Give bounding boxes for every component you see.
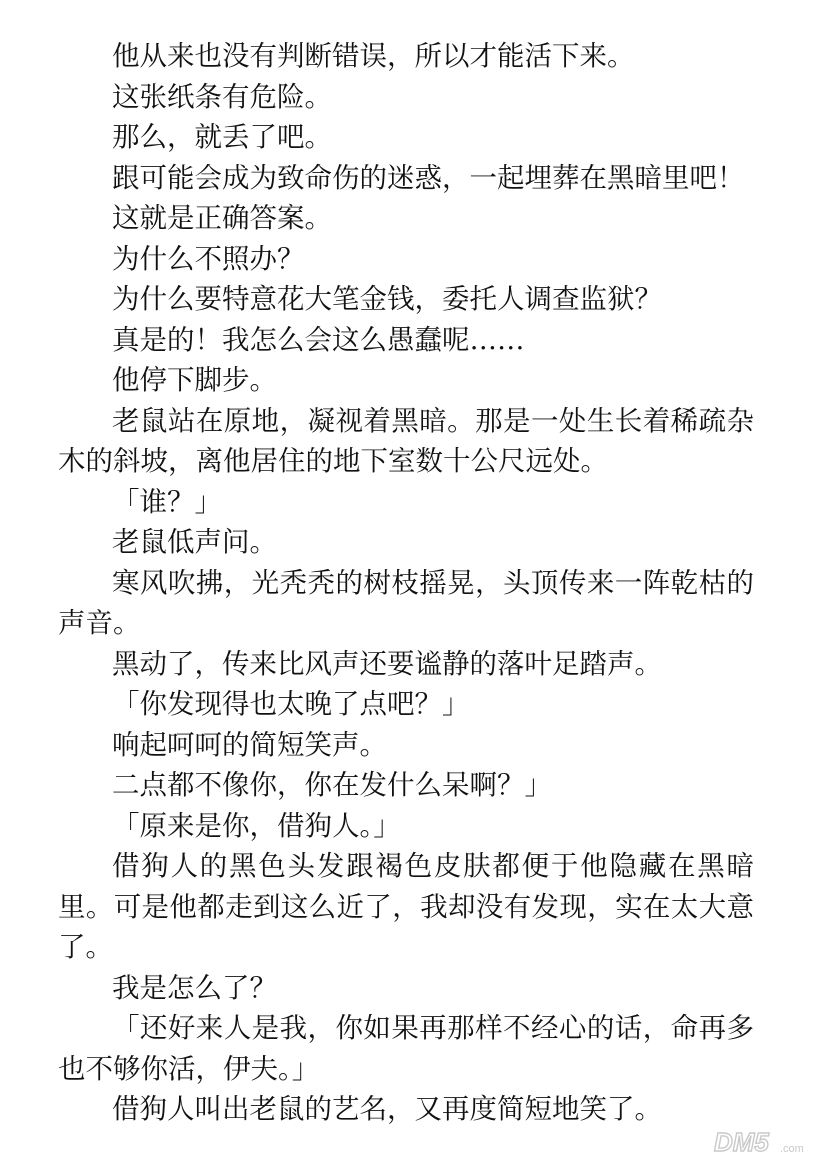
watermark-suffix-text: .com	[780, 1143, 804, 1155]
paragraph: 真是的！我怎么会这么愚蠢呢……	[112, 323, 525, 356]
paragraph: 老鼠站在原地，凝视着黑暗。那是一处生长着稀疏杂木的斜坡，离他居住的地下室数十公尺远处。	[58, 404, 754, 477]
paragraph: 那么，就丢了吧。	[112, 121, 332, 153]
paragraph: 「谁？」	[112, 485, 222, 518]
paragraph: 为什么不照办？	[112, 242, 305, 275]
paragraph: 他从来也没有判断错误，所以才能活下来。	[112, 40, 635, 72]
paragraph: 响起呵呵的简短笑声。	[112, 728, 387, 761]
paragraph: 黑动了，传来比风声还要谧静的落叶足踏声。	[112, 647, 662, 680]
paragraph: 「你发现得也太晚了点吧？」	[112, 688, 470, 720]
paragraph: 二点都不像你，你在发什么呆啊？」	[112, 769, 552, 801]
paragraph: 跟可能会成为致命伤的迷惑，一起埋葬在黑暗里吧！	[112, 161, 745, 194]
paragraph: 我是怎么了？	[112, 971, 277, 1004]
paragraph: 他停下脚步。	[112, 364, 277, 396]
paragraph: 这就是正确答案。	[112, 202, 332, 234]
paragraph: 「还好来人是我，你如果再那样不经心的话，命再多也不够你活，伊夫。」	[58, 1012, 754, 1085]
paragraph: 「原来是你，借狗人。」	[112, 809, 401, 842]
dm5-logo-icon	[712, 1125, 812, 1159]
novel-text-body	[58, 36, 754, 1130]
paragraph: 借狗人的黑色头发跟褐色皮肤都便于他隐藏在黑暗里。可是他都走到这么近了，我却没有发现，实在太大意了。	[58, 850, 754, 963]
paragraph: 这张纸条有危险。	[112, 80, 332, 113]
paragraph: 为什么要特意花大笔金钱，委托人调查监狱？	[112, 283, 662, 315]
paragraph: 老鼠低声问。	[112, 526, 277, 558]
dm5-watermark-logo	[712, 1125, 812, 1159]
paragraph: 寒风吹拂，光秃秃的树枝摇晃，头顶传来一阵乾枯的声音。	[58, 566, 754, 639]
paragraph: 借狗人叫出老鼠的艺名，又再度简短地笑了。	[112, 1093, 662, 1125]
watermark-logo-text: DM5	[714, 1127, 769, 1157]
